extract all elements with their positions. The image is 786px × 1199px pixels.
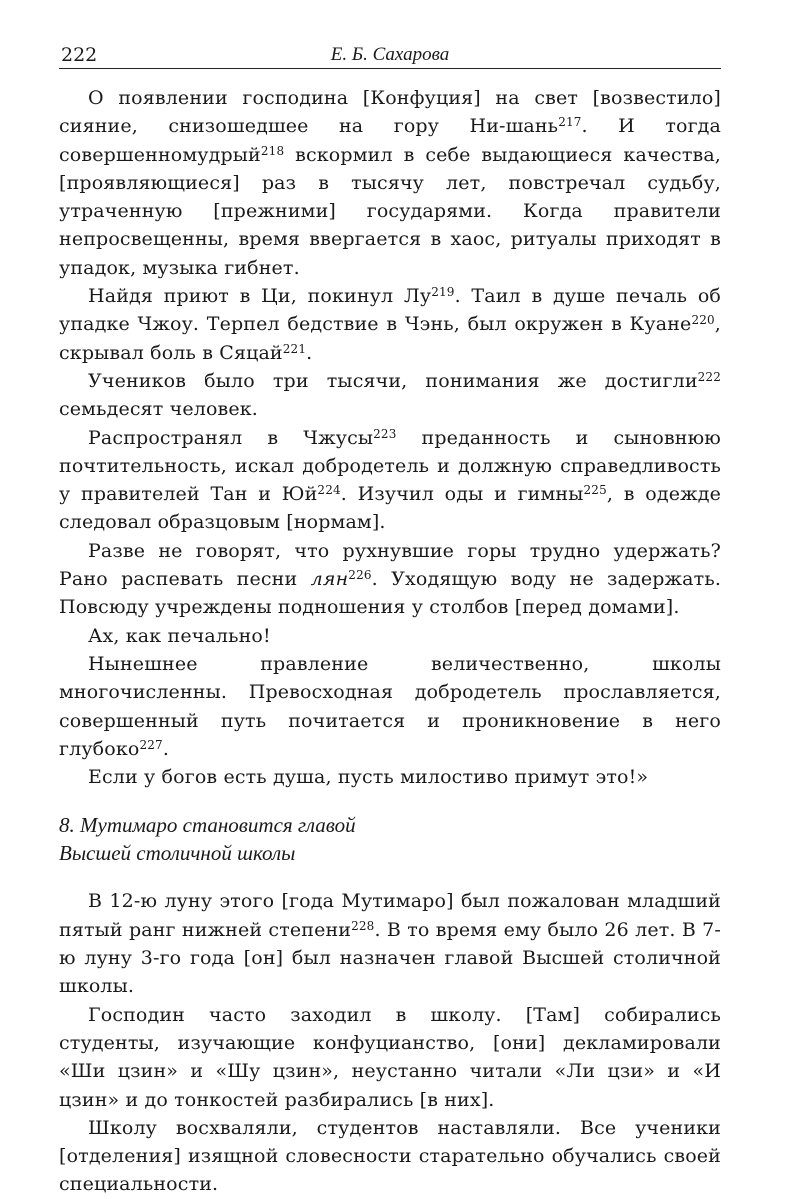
paragraph-text: . В то время ему было 26 лет. В 7-ю луну 3-го года [он] был назначен главой Высшей столичной школы. — [59, 918, 721, 998]
paragraph-text: Школу восхваляли, студентов наставляли. Все ученики [отделения] изящной словесности старательно обучались своей специальности. — [59, 1116, 721, 1196]
footnote-ref: 221 — [282, 341, 307, 356]
text-block-2 — [59, 887, 721, 1198]
paragraph-text: Учеников было три тысячи, понимания же достигли — [88, 369, 698, 392]
page-body — [59, 84, 721, 1199]
paragraph — [59, 537, 721, 622]
footnote-ref: 217 — [558, 115, 582, 130]
running-head: Е. Б. Сахарова — [330, 44, 450, 65]
paragraph — [59, 650, 721, 763]
section-title-line-2: Высшей столичной школы — [59, 841, 296, 866]
paragraph — [59, 424, 721, 537]
paragraph-text: . Изучил оды и гимны — [340, 483, 584, 506]
paragraph — [59, 367, 721, 424]
paragraph-text: . И тогда совершенномудрый — [59, 115, 721, 166]
paragraph-text: . — [306, 341, 313, 364]
paragraph-text: Распространял в Чжусы — [88, 426, 374, 449]
paragraph-text: Нынешнее правление величественно, школы многочисленны. Превосходная добродетель прославляется, совершенный путь почитается и проникновение в него глубоко — [59, 652, 721, 760]
paragraph-text: В 12-ю луну этого [года Мутимаро] был пожалован младший пятый ранг нижней степени — [59, 890, 721, 941]
paragraph-text: . Таил в душе печаль об упадке Чжоу. Терпел бедствие в Чэнь, был окружен в Куане — [59, 285, 722, 336]
paragraph-text: . — [162, 737, 170, 760]
paragraph-text: О появлении господина [Конфуция] на свет [возвестило] сияние, снизошедшее на гору Ни-шань — [59, 87, 721, 138]
paragraph-text: , в одежде следовал образцовым [нормам]. — [59, 483, 721, 534]
footnote-ref: 220 — [691, 313, 715, 328]
paragraph — [59, 622, 721, 650]
paragraph — [59, 1114, 721, 1199]
section-title-line-1: 8. Мутимаро становится главой — [59, 813, 356, 838]
paragraph — [59, 84, 721, 282]
section-title — [59, 811, 721, 867]
paragraph-text: семьдесят человек. — [59, 398, 258, 421]
footnote-ref: 224 — [317, 483, 341, 498]
paragraph-text: преданность и сыновнюю почтительность, искал добродетель и должную справедливость у правителей Тан и Юй — [59, 426, 721, 506]
paragraph-text: Господин часто заходил в школу. [Там] собирались студенты, изучающие конфуцианство, [они] декламировали «Ши цзин» и «Шу цзин», неустанно читали «Ли цзи» и «И цзин» и до тонкостей разбирались [в них]. — [59, 1003, 721, 1111]
paragraph-text: Найдя приют в Ци, покинул Лу — [88, 285, 432, 308]
paragraph — [59, 1001, 721, 1114]
paragraph — [59, 763, 721, 791]
paragraph-text: Разве не говорят, что рухнувшие горы трудно удержать? Рано распевать песни — [59, 539, 721, 591]
footnote-ref: 228 — [351, 918, 375, 933]
footnote-ref: 226 — [348, 568, 372, 583]
footnote-ref: 218 — [260, 143, 285, 158]
paragraph-text: Ах, как печально! — [88, 624, 271, 647]
page-header — [59, 38, 721, 69]
paragraph — [59, 282, 721, 367]
footnote-ref: 225 — [583, 483, 607, 498]
page-number: 222 — [61, 44, 98, 66]
paragraph-text: . Уходящую воду не задержать. Повсюду учреждены подношения у столбов [перед домами]. — [59, 568, 722, 619]
paragraph-text: вскормил в себе выдающиеся качества, [проявляющиеся] раз в тысячу лет, повстречал судьбу, утраченную [прежними] государями. Когда правители непросвещенны, время ввергается в хаос, ритуалы приходят в упадок, музыка гибнет. — [59, 143, 721, 279]
paragraph-text: , скрывал боль в Сяцай — [59, 313, 721, 364]
italic-term: лян — [310, 568, 349, 591]
footnote-ref: 223 — [373, 426, 397, 441]
paragraph-text: Если у богов есть душа, пусть милостиво примут это!» — [88, 766, 649, 789]
paragraph — [59, 887, 721, 1000]
footnote-ref: 227 — [139, 737, 163, 752]
footnote-ref: 222 — [697, 369, 721, 384]
text-block-1 — [59, 84, 721, 791]
footnote-ref: 219 — [431, 285, 455, 300]
